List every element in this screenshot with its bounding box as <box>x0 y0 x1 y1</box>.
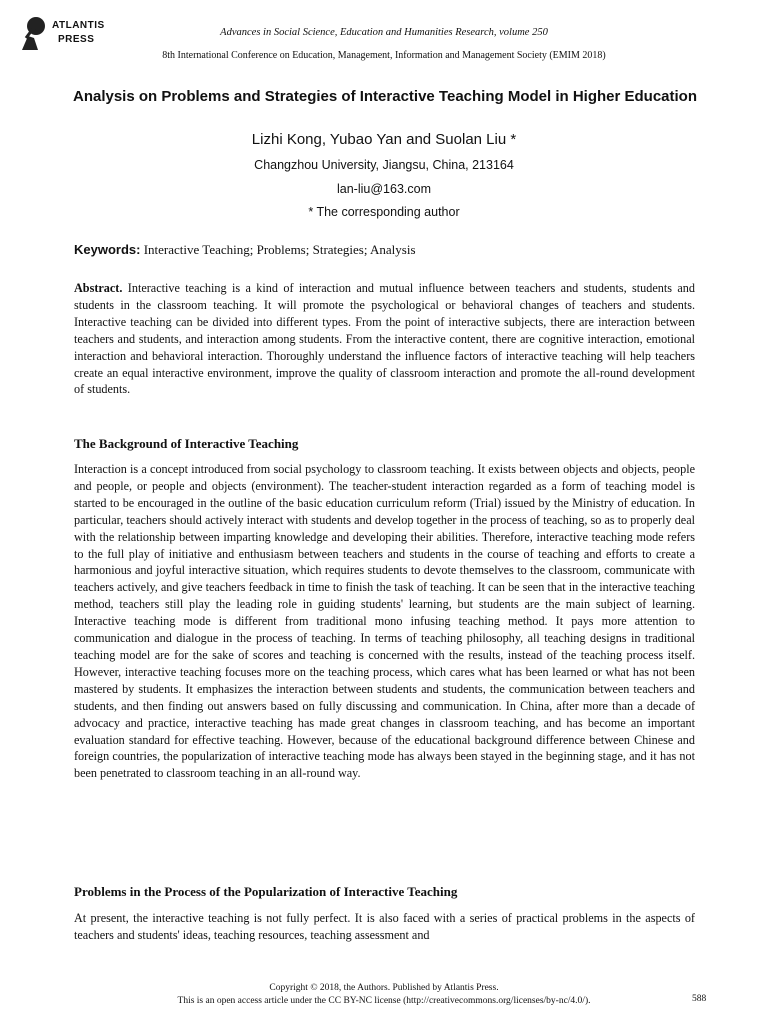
keywords-label: Keywords: <box>74 242 141 257</box>
logo-text-atlantis: ATLANTIS <box>52 20 105 31</box>
journal-header: Advances in Social Science, Education and Humanities Research, volume 250 <box>220 27 548 38</box>
section-heading-problems: Problems in the Process of the Popularization of Interactive Teaching <box>74 884 458 899</box>
section-heading-background: The Background of Interactive Teaching <box>74 436 299 451</box>
section-body-background: Interaction is a concept introduced from social psychology to classroom teaching. It exists between objects and objects, people and people, or people and objects (environment). The teacher-student interaction regarded as a form of teaching model is started to be encouraged in the outline of the basic education curriculum reform (Trial) issued by the Ministry of education. In particular, teachers should actively interact with students and develop together in the process of teaching, so as to properly deal with the relationship between imparting knowledge and developing their abilities. Therefore, interactive teaching mode refers to the full play of initiative and enthusiasm between teachers and students in the course of teaching and efforts to create a harmonious and joyful interactive situation, which requires students to devote themselves to the classroom, communicate with teachers actively, and give teachers feedback in time to finish the task of teaching. It can be seen that in the interactive teaching method, teachers still play the leading role in guiding students' learning, but students are the main subject of learning. Interactive teaching mode is different from traditional mono infusing teaching method. It pays more attention to communication and dialogue in the process of teaching. In terms of teaching philosophy, all teaching designs in traditional teaching model are for the sake of scores and teaching is concerned with the results, instead of the teaching process itself. However, interactive teaching focuses more on the teaching process, which cares what has been learned or what has not been mastered by students. It emphasizes the interaction between students and students, the communication between teachers and students, and then finding out answers based on fully discussing and communication. In China, after more than a decade of advocacy and practice, interactive teaching has made great changes in classroom teaching, and has become an important evaluation standard for effective teaching. However, because of the educational background difference between Chinese and foreign countries, the popularization of interactive teaching mode has always been stayed in the beginning stage, and it has not been penetrated to classroom teaching in an all-round way. <box>74 462 695 781</box>
footer-copyright: Copyright © 2018, the Authors. Published by Atlantis Press. <box>269 983 499 993</box>
keywords-line <box>74 242 416 258</box>
logo-text-press: PRESS <box>58 34 95 45</box>
author-affiliation: Changzhou University, Jiangsu, China, 213164 <box>254 158 514 172</box>
keywords-text: Interactive Teaching; Problems; Strategies; Analysis <box>140 242 416 257</box>
conference-header: 8th International Conference on Education, Management, Information and Management Society (EMIM 2018) <box>162 50 606 61</box>
page-number: 588 <box>692 994 707 1004</box>
abstract-text: Interactive teaching is a kind of interaction and mutual influence between teachers and students, students and students in the classroom teaching. It will promote the psychological or behavioral changes of teachers and students. Interactive teaching can be divided into different types. From the point of interactive subjects, there are interaction between teachers and students, and interaction among students. From the interactive content, there are cognitive interaction, emotional interaction and behavioral interaction. Thoroughly understand the influence factors of interactive teaching will help teachers create an equal interactive environment, improve the quality of classroom interaction and promote the all-round development of students. <box>74 281 695 397</box>
corresponding-author-note: * The corresponding author <box>308 205 460 219</box>
paper-authors: Lizhi Kong, Yubao Yan and Suolan Liu * <box>251 131 517 148</box>
paper-title: Analysis on Problems and Strategies of Interactive Teaching Model in Higher Education <box>72 88 698 105</box>
footer-license: This is an open access article under the CC BY-NC license (http://creativecommons.org/licenses/by-nc/4.0/). <box>177 996 591 1006</box>
abstract <box>74 280 695 398</box>
abstract-label: Abstract. <box>74 281 123 295</box>
author-email: lan-liu@163.com <box>337 182 431 196</box>
section-body-problems: At present, the interactive teaching is not fully perfect. It is also faced with a series of practical problems in the aspects of teachers and students' ideas, teaching resources, teaching assessment and <box>74 911 695 942</box>
